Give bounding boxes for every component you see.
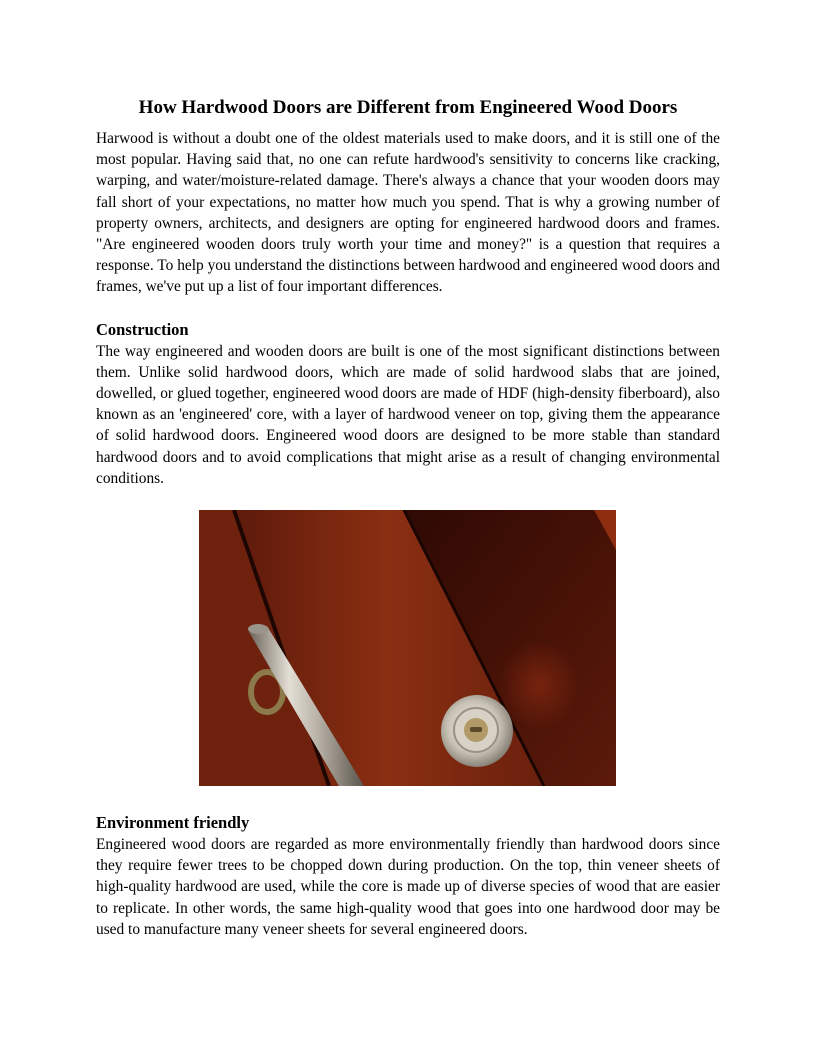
intro-paragraph: Harwood is without a doubt one of the oldest materials used to make doors, and it is still one of the most popular. Having said that, no one can refute hardwood's sensitivity to concerns like cracking, warping, and water/moisture-related damage. There's always a chance that your wooden doors may fall short of your expectations, no matter how much you spend. That is why a growing number of property owners, architects, and designers are opting for engineered hardwood doors and frames. "Are engineered wooden doors truly worth your time and money?" is a question that requires a response. To help you understand the distinctions between hardwood and engineered wood doors and frames, we've put up a list of four important differences. bbox=[96, 130, 720, 296]
bar-handle-end bbox=[248, 624, 268, 634]
page-title: How Hardwood Doors are Different from Engineered Wood Doors bbox=[138, 97, 678, 118]
door-photo-illustration bbox=[199, 510, 616, 786]
document-page bbox=[96, 96, 720, 940]
light-reflection bbox=[499, 640, 579, 730]
section-body-environment: Engineered wood doors are regarded as more environmentally friendly than hardwood doors since they require fewer trees to be chopped down during production. On the top, thin veneer sheets of high-quality hardwood are used, while the core is made up of diverse species of wood that are easier to replicate. In other words, the same high-quality wood that goes into one hardwood door may be used to manufacture many veneer sheets for several engineered doors. bbox=[96, 836, 720, 938]
section-heading-construction: Construction bbox=[96, 319, 189, 339]
figure-gap bbox=[96, 786, 720, 812]
section-heading-environment: Environment friendly bbox=[96, 813, 250, 833]
section-gap bbox=[96, 298, 720, 319]
section-body-construction: The way engineered and wooden doors are built is one of the most significant distinctions between them. Unlike solid hardwood doors, which are made of solid hardwood slabs that are joined, dowelled, or glued together, engineered wood doors are made of HDF (high-density fiberboard), also known as an 'engineered' core, with a layer of hardwood veneer on top, giving them the appearance of solid hardwood doors. Engineered wood doors are designed to be more stable than standard hardwood doors and to avoid complications that might arise as a result of changing environmental conditions. bbox=[96, 342, 720, 487]
keyhole-icon bbox=[470, 727, 482, 732]
door-photo bbox=[199, 510, 616, 786]
